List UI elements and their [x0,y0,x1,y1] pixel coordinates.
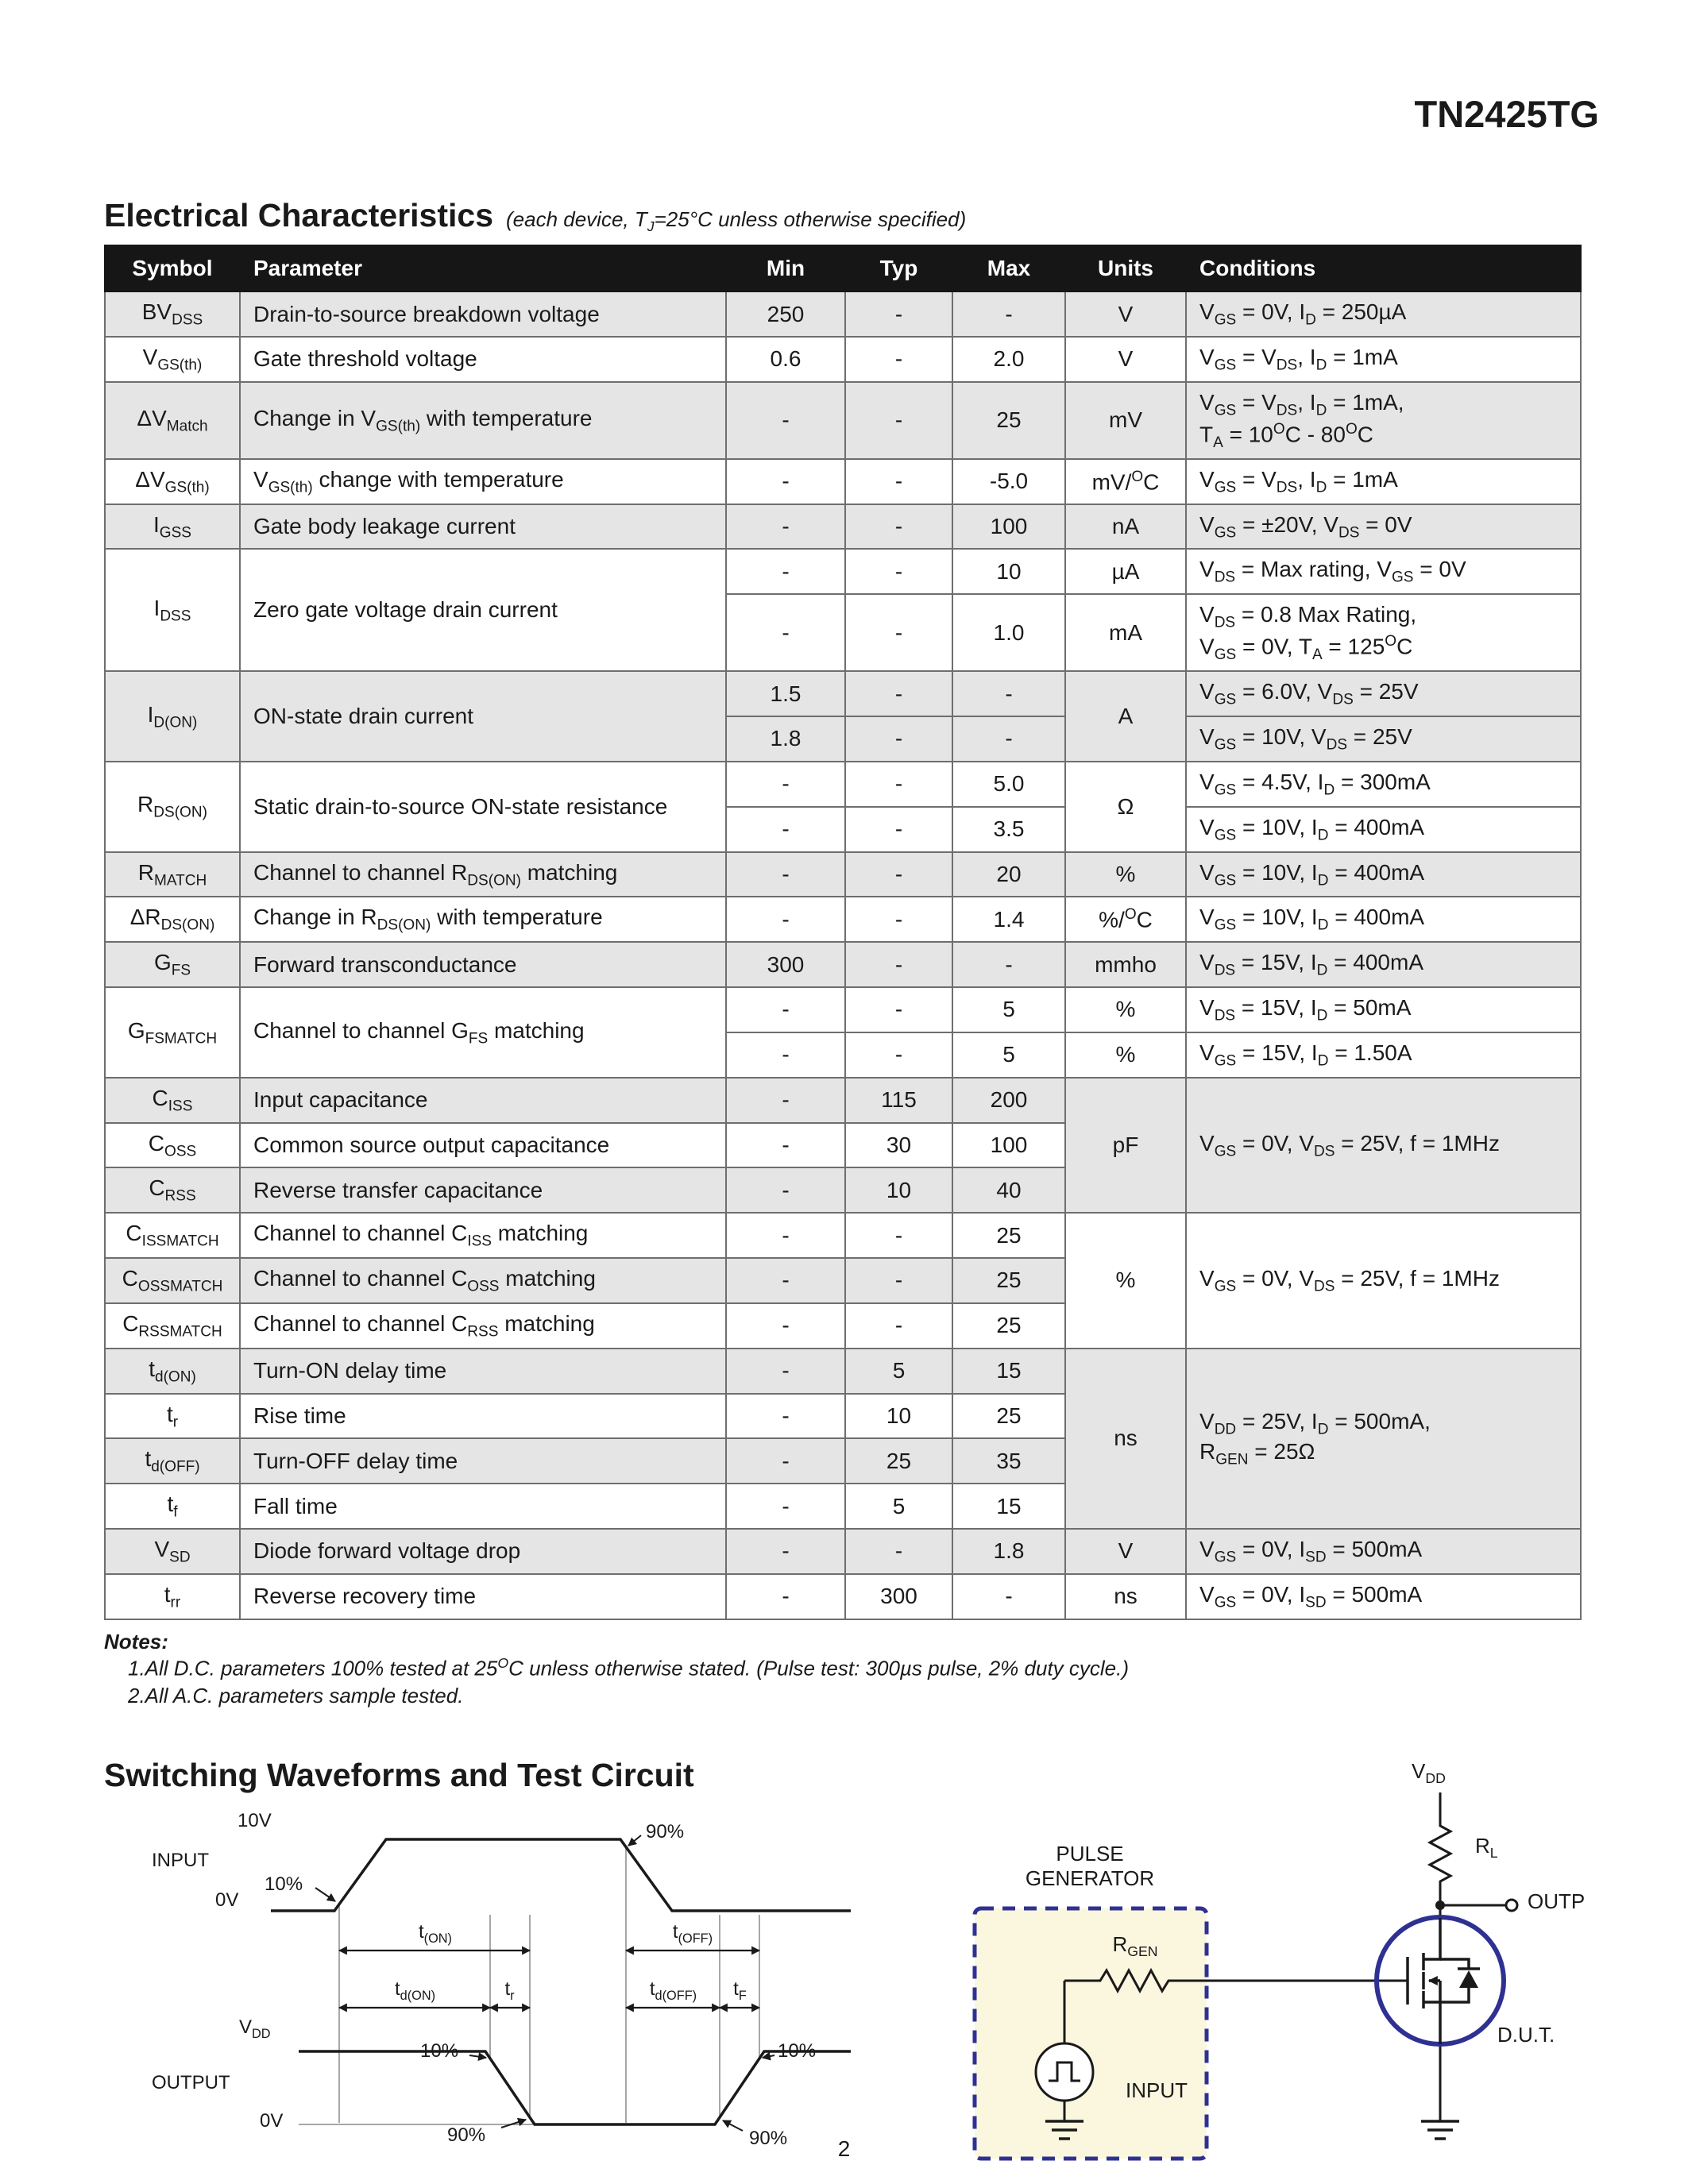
table-cell: % [1065,987,1186,1032]
table-cell: - [845,1529,952,1574]
table-cell: - [726,987,845,1032]
table-cell: 10 [952,549,1065,594]
table-cell: Turn-ON delay time [240,1349,726,1394]
table-row [105,1574,1581,1619]
table-row [105,987,1581,1032]
input-waveform [271,1839,851,1911]
table-cell: Channel to channel $C_{ISS}$ matching [240,1213,726,1258]
pulse-source-icon [1036,2043,1093,2101]
table-cell: 40 [952,1167,1065,1213]
table-cell: % [1065,852,1186,897]
table-row [105,504,1581,550]
table-cell: - [726,1349,845,1394]
table-cell: 35 [952,1438,1065,1484]
waveform-label-90pct-out-r: 90% [749,2127,788,2149]
table-cell: $V_{GS} = 0V$, $I_{SD} = 500mA$ [1186,1529,1581,1574]
note-item: 1.All D.C. parameters 100% tested at $25^OC$ unless otherwise stated. (Pulse test: 300µs pulse, 2% duty cycle.) [128,1654,1130,1680]
table-cell: - [726,549,845,594]
section1-heading [104,197,1582,235]
table-cell: mmho [1065,942,1186,987]
table-cell: $C_{OSS}$ [105,1123,240,1168]
table-cell: Input capacitance [240,1078,726,1123]
table-cell: 5.0 [952,762,1065,807]
table-cell: $t_{rr}$ [105,1574,240,1619]
table-cell: $V_{GS} = V_{DS}$, $I_D = 1mA$ [1186,459,1581,504]
table-cell: $V_{DD} = 25V$, $I_D = 500mA$, $R_{GEN} = 25\Omega$ [1186,1349,1581,1529]
table-row [105,459,1581,504]
table-cell: pF [1065,1078,1186,1213]
table-cell: - [845,852,952,897]
table-cell: - [845,337,952,382]
table-cell: $\Delta V_{GS(th)}$ [105,459,240,504]
table-cell: Diode forward voltage drop [240,1529,726,1574]
table-cell: - [845,504,952,550]
table-cell: - [845,987,952,1032]
table-cell: - [845,716,952,762]
table-cell: $V_{SD}$ [105,1529,240,1574]
waveform-label-t-on: $t_{(ON)}$ [418,1920,452,1946]
table-cell: 5 [952,987,1065,1032]
table-cell: - [845,549,952,594]
circuit-label-vdd: $V_{DD}$ [1412,1758,1446,1786]
table-cell: 1.8 [726,716,845,762]
table-header-cell: Conditions [1186,245,1581,291]
table-row [105,337,1581,382]
table-cell: - [726,852,845,897]
table-row [105,942,1581,987]
content [104,197,1586,2184]
output-terminal [1506,1900,1517,1911]
table-cell: $R_{DS(ON)}$ [105,762,240,852]
table-row [105,1529,1581,1574]
table-cell: Channel to channel $C_{OSS}$ matching [240,1258,726,1303]
table-cell: $V_{DS} = 15V$, $I_D = 400mA$ [1186,942,1581,987]
waveform-label-td-off: $t_{d(OFF)}$ [649,1978,697,2003]
table-cell: 25 [952,1258,1065,1303]
table-cell: mV/$^O$C [1065,459,1186,504]
table-cell: $V_{GS} = 10V$, $I_D = 400mA$ [1186,852,1581,897]
table-cell: $\Delta R_{DS(ON)}$ [105,897,240,942]
table-cell: 200 [952,1078,1065,1123]
table-cell: ON-state drain current [240,671,726,762]
table-cell: - [952,716,1065,762]
table-cell: $C_{ISSMATCH}$ [105,1213,240,1258]
table-cell: mA [1065,594,1186,671]
table-cell: - [726,459,845,504]
table-cell: - [845,942,952,987]
table-cell: $t_r$ [105,1394,240,1439]
table-cell: nA [1065,504,1186,550]
table-header-cell: Min [726,245,845,291]
waveform-label-10v: 10V [238,1809,272,1831]
table-cell: 100 [952,504,1065,550]
table-cell: - [726,1529,845,1574]
circuit-label-rgen: $R_{GEN}$ [1112,1931,1158,1959]
table-cell: - [845,1213,952,1258]
table-cell: 25 [952,382,1065,459]
table-cell: - [726,382,845,459]
table-cell: Gate body leakage current [240,504,726,550]
table-cell: Change in $V_{GS(th)}$ with temperature [240,382,726,459]
test-circuit-diagram [960,1758,1612,2184]
table-cell: - [845,671,952,716]
table-cell: - [845,807,952,852]
table-cell: 300 [726,942,845,987]
page-number: 2 [837,2136,851,2161]
waveform-label-0v-bottom: 0V [260,2109,284,2132]
notes [104,1630,1582,1711]
table-cell: ns [1065,1574,1186,1619]
table-cell: $V_{GS} = 0V$, $I_D = 250\mu A$ [1186,291,1581,337]
table-cell: $C_{OSSMATCH}$ [105,1258,240,1303]
table-row [105,1213,1581,1258]
table-cell: - [726,1213,845,1258]
waveform-label-output: OUTPUT [152,2071,230,2093]
table-header-cell: Symbol [105,245,240,291]
table-cell: Common source output capacitance [240,1123,726,1168]
table-cell: µA [1065,549,1186,594]
table-cell: 0.6 [726,337,845,382]
waveform-label-10pct-out-r: 10% [778,2039,817,2062]
circuit-label-rl: $R_L$ [1475,1833,1498,1861]
table-cell: Gate threshold voltage [240,337,726,382]
table-cell: 20 [952,852,1065,897]
table-cell: 15 [952,1349,1065,1394]
table-cell: 250 [726,291,845,337]
table-cell: Fall time [240,1484,726,1529]
table-cell: - [845,594,952,671]
table-cell: - [726,897,845,942]
output-waveform [299,2051,851,2124]
table-cell: 25 [952,1394,1065,1439]
table-cell: - [845,762,952,807]
table-cell: $C_{RSS}$ [105,1167,240,1213]
table-cell: Zero gate voltage drain current [240,549,726,671]
table-cell: $I_{GSS}$ [105,504,240,550]
table-cell: % [1065,1213,1186,1348]
output-node [1435,1900,1445,1910]
table-cell: - [726,762,845,807]
table-cell: $V_{GS} = V_{DS}$, $I_D = 1mA$ [1186,337,1581,382]
table-cell: - [726,504,845,550]
waveform-label-td-on: $t_{d(ON)}$ [394,1978,436,2003]
notes-label: Notes: [104,1629,168,1653]
waveform-label-10pct-out-l: 10% [420,2039,459,2062]
table-cell: - [952,942,1065,987]
table-cell: Channel to channel $G_{FS}$ matching [240,987,726,1078]
table-header-cell: Typ [845,245,952,291]
table-cell: 5 [845,1484,952,1529]
table-cell: - [726,1032,845,1078]
table-cell: V [1065,1529,1186,1574]
table-cell: $V_{GS} = \pm 20V$, $V_{DS} = 0V$ [1186,504,1581,550]
waveform-label-vdd: $V_{DD}$ [239,2016,271,2041]
table-cell: - [845,897,952,942]
table-cell: 25 [952,1213,1065,1258]
table-cell: 2.0 [952,337,1065,382]
table-cell: - [845,1303,952,1349]
table-cell: - [845,1258,952,1303]
table-cell: $V_{GS} = 0V$, $I_{SD} = 500mA$ [1186,1574,1581,1619]
table-header-cell: Max [952,245,1065,291]
table-cell: 15 [952,1484,1065,1529]
table-row [105,549,1581,594]
table-row [105,382,1581,459]
section1-title: Electrical Characteristics [104,197,493,233]
section1-subtitle: (each device, $T_J=25^\circ C$ unless otherwise specified) [506,207,967,235]
table-cell: -5.0 [952,459,1065,504]
table-cell: $V_{GS(th)}$ change with temperature [240,459,726,504]
table-cell: 1.8 [952,1529,1065,1574]
table-cell: Turn-OFF delay time [240,1438,726,1484]
table-cell: $C_{ISS}$ [105,1078,240,1123]
table-cell: Channel to channel $R_{DS(ON)}$ matching [240,852,726,897]
circuit-svg [960,1762,1612,2184]
table-cell: - [726,1123,845,1168]
table-cell: $V_{DS} = 0.8$ Max Rating, $V_{GS} = 0V$, $T_A = 125^OC$ [1186,594,1581,671]
table-cell: $BV_{DSS}$ [105,291,240,337]
circuit-label-input: INPUT [1126,2078,1188,2102]
table-cell: - [726,807,845,852]
table-cell: - [952,291,1065,337]
waveform-label-t-off: $t_{(OFF)}$ [672,1920,713,1946]
table-cell: ns [1065,1349,1186,1529]
waveform-label-input: INPUT [152,1849,209,1871]
table-cell: $t_f$ [105,1484,240,1529]
table-cell: Drain-to-source breakdown voltage [240,291,726,337]
table-cell: 100 [952,1123,1065,1168]
table-cell: $V_{GS} = 6.0V$, $V_{DS} = 25V$ [1186,671,1581,716]
electrical-characteristics-table [104,245,1582,1620]
table-cell: V [1065,291,1186,337]
resistor-rl [1430,1821,1450,1905]
table-cell: $t_{d(OFF)}$ [105,1438,240,1484]
table-cell: 10 [845,1394,952,1439]
table-header-cell: Units [1065,245,1186,291]
table-cell: - [845,1032,952,1078]
table-cell: 25 [845,1438,952,1484]
table-cell: - [845,459,952,504]
table-cell: $I_{D(ON)}$ [105,671,240,762]
table-cell: $V_{DS} = 15V$, $I_D = 50mA$ [1186,987,1581,1032]
waveform-label-90pct-in: 90% [646,1820,685,1843]
table-cell: - [726,1394,845,1439]
table-cell: - [726,1574,845,1619]
section2-title: Switching Waveforms and Test Circuit [104,1756,694,1793]
table-cell: 1.0 [952,594,1065,671]
table-cell: $R_{MATCH}$ [105,852,240,897]
table-row [105,671,1581,716]
table-cell: - [726,1484,845,1529]
table-cell: Change in $R_{DS(ON)}$ with temperature [240,897,726,942]
table-cell: 300 [845,1574,952,1619]
mosfet-icon [1408,1918,1480,2044]
table-cell: % [1065,1032,1186,1078]
circuit-label-output: OUTP [1528,1889,1586,1913]
table-cell: $V_{GS} = V_{DS}$, $I_D = 1mA$, $T_A = 10^OC - 80^OC$ [1186,382,1581,459]
waveform-label-10pct-in: 10% [265,1873,303,1895]
waveform-label-0v-top: 0V [215,1889,239,1911]
table-cell: Channel to channel $C_{RSS}$ matching [240,1303,726,1349]
waveform-diagram [152,1809,867,2169]
table-cell: 25 [952,1303,1065,1349]
table-cell: A [1065,671,1186,762]
waveform-label-90pct-out-l: 90% [447,2124,486,2146]
table-row [105,291,1581,337]
table-cell: 30 [845,1123,952,1168]
waveform-label-tf: $t_F$ [733,1978,747,2003]
table-row [105,897,1581,942]
body-diode-icon [1459,1970,1478,1988]
table-body [105,291,1581,1619]
table-cell: $G_{FS}$ [105,942,240,987]
table-cell: Reverse recovery time [240,1574,726,1619]
circuit-label-pulse-generator: PULSE GENERATOR [1025,1841,1155,1890]
table-cell: $t_{d(ON)}$ [105,1349,240,1394]
table-cell: $V_{GS} = 10V$, $I_D = 400mA$ [1186,807,1581,852]
table-cell: - [952,671,1065,716]
table-cell: Rise time [240,1394,726,1439]
table-cell: Reverse transfer capacitance [240,1167,726,1213]
note-item: 2.All A.C. parameters sample tested. [128,1684,464,1708]
notes-list [104,1654,1582,1711]
table-row [105,1349,1581,1394]
table-cell: - [726,1438,845,1484]
table-cell: V [1065,337,1186,382]
table-cell: 3.5 [952,807,1065,852]
table-cell: - [952,1574,1065,1619]
table-header-row [105,245,1581,291]
table-row [105,1078,1581,1123]
table-cell: $V_{GS} = 15V$, $I_D = 1.50A$ [1186,1032,1581,1078]
table-cell: Static drain-to-source ON-state resistance [240,762,726,852]
waveform-label-tr: $t_r$ [504,1978,515,2003]
table-cell: Forward transconductance [240,942,726,987]
table-cell: $C_{RSSMATCH}$ [105,1303,240,1349]
doc-title: TN2425TG [1414,93,1599,135]
table-row [105,762,1581,807]
table-cell: $V_{GS} = 4.5V$, $I_D = 300mA$ [1186,762,1581,807]
table-cell: %/$^O$C [1065,897,1186,942]
table-cell: $V_{GS(th)}$ [105,337,240,382]
table-cell: $I_{DSS}$ [105,549,240,671]
table-head [105,245,1581,291]
table-cell: Ω [1065,762,1186,852]
table-cell: 1.5 [726,671,845,716]
table-cell: $\Delta V_{Match}$ [105,382,240,459]
table-cell: 1.4 [952,897,1065,942]
table-cell: - [726,1303,845,1349]
table-cell: 5 [845,1349,952,1394]
table-cell: - [726,1167,845,1213]
table-cell: $V_{GS} = 10V$, $I_D = 400mA$ [1186,897,1581,942]
table-cell: $V_{GS} = 0V$, $V_{DS} = 25V$, f = 1MHz [1186,1078,1581,1213]
table-cell: - [726,1078,845,1123]
table-cell: - [845,291,952,337]
table-cell: $V_{GS} = 0V$, $V_{DS} = 25V$, f = 1MHz [1186,1213,1581,1348]
table-cell: mV [1065,382,1186,459]
table-cell: 5 [952,1032,1065,1078]
table-row [105,852,1581,897]
circuit-label-dut: D.U.T. [1497,2022,1555,2047]
table-cell: $G_{FSMATCH}$ [105,987,240,1078]
table-cell: - [726,594,845,671]
table-cell: - [726,1258,845,1303]
table-cell: $V_{DS}$ = Max rating, $V_{GS} = 0V$ [1186,549,1581,594]
table-cell: $V_{GS} = 10V$, $V_{DS} = 25V$ [1186,716,1581,762]
table-cell: 10 [845,1167,952,1213]
table-cell: 115 [845,1078,952,1123]
table-header-cell: Parameter [240,245,726,291]
table-cell: - [845,382,952,459]
